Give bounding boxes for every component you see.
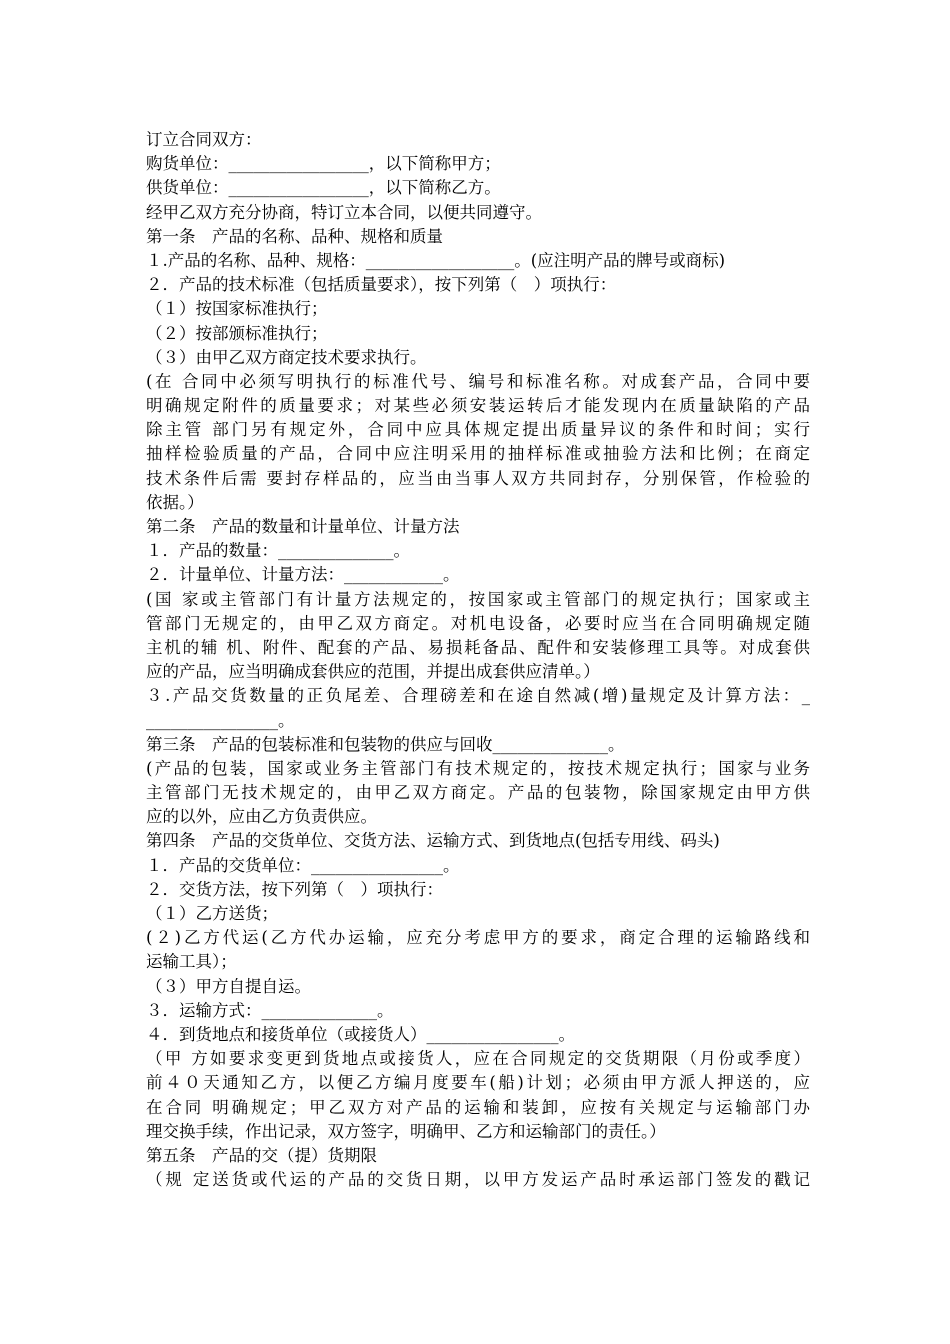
contract-line: 明确规定附件的质量要求；对某些必须安装运转后才能发现内在质量缺陷的产品	[146, 396, 810, 416]
contract-line: ３．运输方式：______________。	[146, 1000, 394, 1020]
contract-line: 订立合同双方：	[146, 130, 262, 149]
contract-line: （甲 方如要求变更到货地点或接货人，应在合同规定的交货期限（月份或季度）	[146, 1049, 810, 1069]
contract-line: （３）由甲乙双方商定技术要求执行。	[146, 347, 427, 367]
contract-line: 第四条 产品的交货单位、交货方法、运输方式、到货地点(包括专用线、码头)	[146, 831, 720, 851]
contract-line: 经甲乙双方充分协商，特订立本合同，以便共同遵守。	[146, 202, 542, 222]
contract-line: 管部门无规定的，由甲乙双方商定。对机电设备，必要时应当在合同明确规定随	[146, 613, 810, 633]
contract-line: 第二条 产品的数量和计量单位、计量方法	[146, 517, 460, 536]
contract-line: 第一条 产品的名称、品种、规格和质量	[146, 226, 443, 246]
contract-line: 应的产品，应当明确成套供应的范围，并提出成套供应清单。）	[146, 662, 600, 682]
contract-line: ４．到货地点和接货单位（或接货人）________________。	[146, 1024, 575, 1044]
contract-line: （２）按部颁标准执行；	[146, 323, 328, 343]
contract-line: 第三条 产品的包装标准和包装物的供应与回收______________。	[146, 734, 625, 754]
contract-line: 主机的辅 机、附件、配套的产品、易损耗备品、配件和安装修理工具等。对成套供	[146, 637, 810, 657]
contract-line: 技术条件后需 要封存样品的，应当由当事人双方共同封存，分别保管，作检验的	[146, 468, 810, 488]
contract-line: １．产品的数量：______________。	[146, 541, 410, 561]
contract-body	[146, 128, 810, 1192]
contract-line: (国 家或主管部门有计量方法规定的，按国家或主管部门的规定执行；国家或主	[146, 589, 810, 609]
contract-line: (２)乙方代运(乙方代办运输，应充分考虑甲方的要求，商定合理的运输路线和	[146, 928, 810, 948]
contract-line: １．产品的交货单位：________________。	[146, 855, 460, 875]
contract-line: 购货单位：_________________，以下简称甲方；	[146, 154, 501, 174]
contract-line: 理交换手续，作出记录，双方签字，明确甲、乙方和运输部门的责任。）	[146, 1121, 666, 1141]
contract-line: １.产品的名称、品种、规格：__________________。(应注明产品的牌号或商标)	[146, 250, 726, 270]
contract-line: 供货单位：_________________，以下简称乙方。	[146, 178, 501, 198]
contract-line: 除主管 部门另有规定外，合同中应具体规定提出质量异议的条件和时间；实行	[146, 420, 810, 440]
contract-line: (在 合同中必须写明执行的标准代号、编号和标准名称。对成套产品，合同中要	[146, 371, 810, 391]
contract-line: 抽样检验质量的产品，合同中应注明采用的抽样标准或抽验方法和比例；在商定	[146, 444, 810, 464]
contract-line: ２．产品的技术标准（包括质量要求），按下列第（ ）项执行：	[146, 275, 617, 295]
contract-line: （规 定送货或代运的产品的交货日期，以甲方发运产品时承运部门签发的戳记	[146, 1170, 810, 1190]
contract-line: 依据。）	[146, 492, 204, 512]
contract-line: 主管部门无技术规定的，由甲乙双方商定。产品的包装物，除国家规定由甲方供	[146, 783, 810, 803]
contract-line: 前４０天通知乙方，以便乙方编月度要车(船)计划；必须由甲方派人押送的，应	[146, 1073, 810, 1093]
contract-line: （１）乙方送货；	[146, 904, 278, 923]
contract-line: 运输工具）；	[146, 952, 237, 972]
contract-line: (产品的包装，国家或业务主管部门有技术规定的，按技术规定执行；国家与业务	[146, 758, 810, 778]
contract-line: ２．计量单位、计量方法：____________。	[146, 565, 460, 585]
contract-line: （１）按国家标准执行；	[146, 299, 328, 319]
contract-line: 应的以外，应由乙方负责供应。	[146, 807, 377, 827]
contract-line: ２．交货方法，按下列第（ ）项执行：	[146, 879, 443, 899]
contract-line: 在合同 明确规定；甲乙双方对产品的运输和装卸，应按有关规定与运输部门办	[146, 1097, 810, 1117]
contract-line: ３.产品交货数量的正负尾差、合理磅差和在途自然减(增)量规定及计算方法：_	[146, 686, 810, 706]
contract-line: ________________。	[146, 710, 295, 730]
contract-line: （３）甲方自提自运。	[146, 976, 311, 996]
contract-line: 第五条 产品的交（提）货期限	[146, 1145, 377, 1165]
